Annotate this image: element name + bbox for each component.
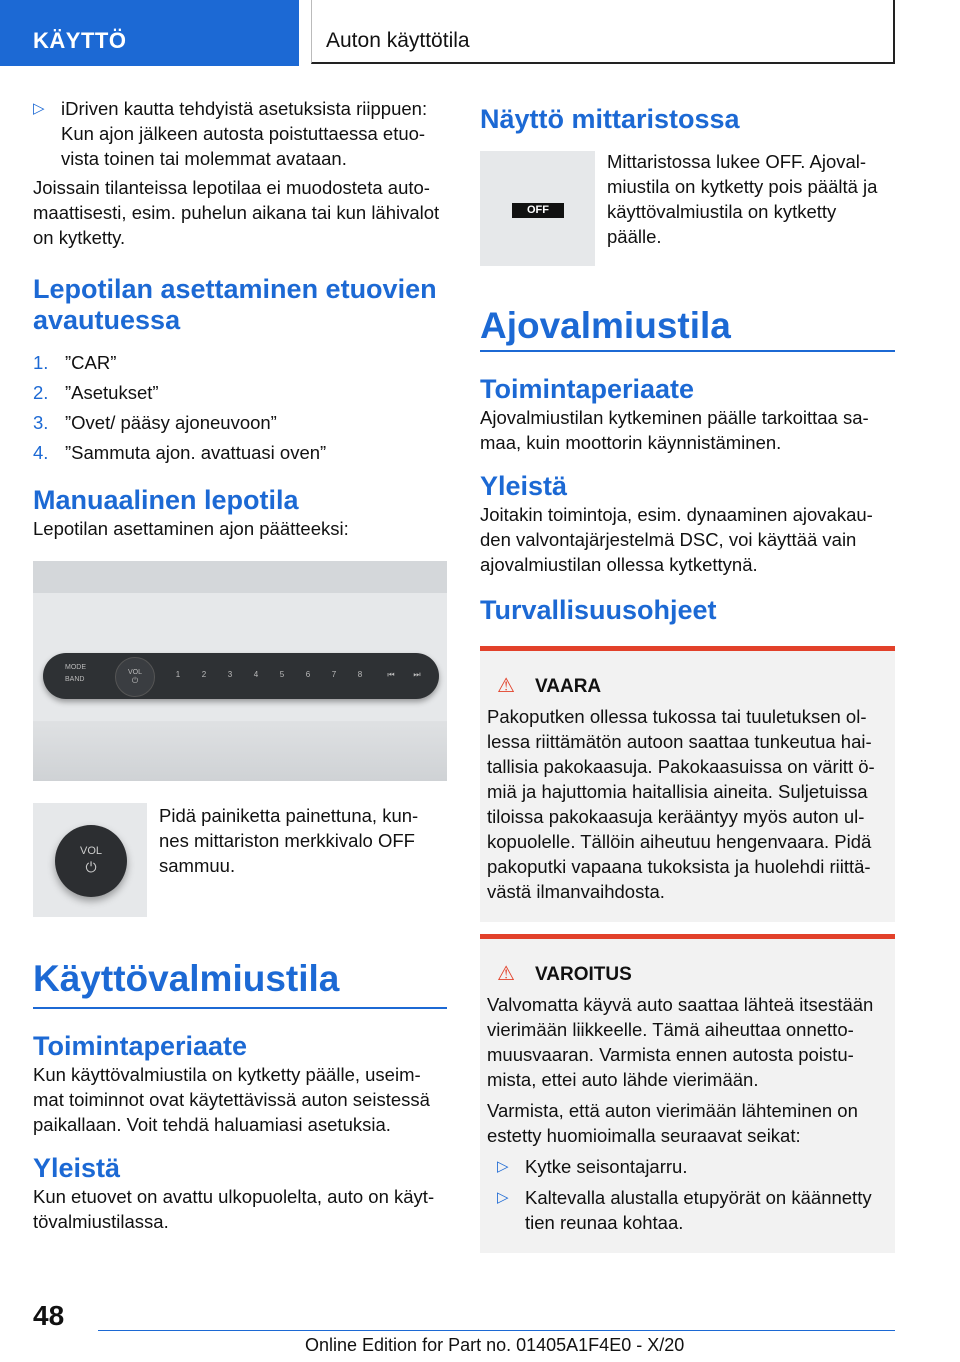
- paragraph: Lepotilan asettaminen ajon päätteeksi:: [33, 518, 349, 539]
- preset-button: 3: [227, 670, 233, 679]
- power-icon: ⏻: [131, 676, 139, 685]
- heading-manual: Manuaalinen lepotila: [33, 485, 299, 515]
- danger-text: Pakoputken ollessa tukossa tai tuuletuksen ol-lessa riittämätön autoon saattaa tunkeutua hai-tallisia pakokaasuja. Pakokaasuissa on väritt ö-miä ja hajuttomia haitallisia aineita. Suljetuissa tiloissa pakokaasuja kerääntyy myös auton ul-kopuolelle. Tällöin aiheutuu hengenvaara. Pidä pakoputki vapaana tukoksista ja huolehdi riittä-västä ilmanvaihdosta.: [487, 706, 875, 902]
- chapter-heading-block: [480, 304, 895, 352]
- display-description: Mittaristossa lukee OFF. Ajoval-miustila on kytketty pois päältä ja käyttövalmiustila on kytketty päälle.: [607, 151, 878, 247]
- warning-box: [480, 934, 895, 1253]
- warning-triangle-icon: ⚠: [497, 963, 515, 985]
- console-surface: [33, 721, 447, 781]
- paragraph: Ajovalmiustilan kytkeminen päälle tarkoittaa sa-maa, kuin moottorin käynnistäminen.: [480, 407, 869, 453]
- display-section: [480, 151, 895, 266]
- heading-turvallisuus: Turvallisuusohjeet: [480, 595, 717, 625]
- edition-text: Online Edition for Part no. 01405A1F4E0 - X/20: [305, 1335, 685, 1355]
- step-number: 3.: [33, 412, 49, 433]
- bullet-item: [497, 1154, 887, 1179]
- radio-panel-photo: [33, 561, 447, 781]
- triangle-bullet-icon: ▷: [497, 1189, 509, 1206]
- preset-button: 2: [201, 670, 207, 679]
- danger-box: [480, 646, 895, 922]
- steps-list: [33, 350, 447, 465]
- triangle-bullet-icon: ▷: [33, 100, 45, 117]
- cluster-display-image: [480, 151, 595, 266]
- paragraph: Kun käyttövalmiustila on kytketty päälle, useim-mat toiminnot ovat käytettävissä auton seistessä paikallaan. Voit tehdä haluamiasi asetuksia.: [33, 1064, 430, 1135]
- left-column: [33, 96, 447, 1234]
- vol-label: VOL: [127, 669, 142, 676]
- bullet-text: Kytke seisontajarru.: [525, 1156, 688, 1177]
- step-number: 2.: [33, 382, 49, 403]
- right-column: [480, 104, 895, 1253]
- vol-knob-photo: [33, 803, 147, 917]
- bullet-text: iDriven kautta tehdyistä asetuksista riippuen: Kun ajon jälkeen autosta poistuttaessa etuo-vista toinen tai molemmat avataan.: [61, 98, 428, 169]
- section-tab[interactable]: KÄYTTÖ: [0, 0, 299, 66]
- step-text: ”Sammuta ajon. avattuasi oven”: [65, 442, 327, 463]
- paragraph: Joissain tilanteissa lepotilaa ei muodosteta auto-maattisesti, esim. puhelun aikana tai kun lähivalot on kytketty.: [33, 177, 440, 248]
- heading-kayttovalmiustila: Käyttövalmiustila: [33, 958, 340, 999]
- chapter-title: Auton käyttötila: [311, 0, 895, 64]
- step-number: 4.: [33, 442, 49, 463]
- chapter-heading-block: [33, 957, 447, 1009]
- volume-knob: [115, 657, 155, 697]
- previous-track-icon: ⏮: [387, 670, 395, 679]
- mode-label: MODE: [65, 664, 86, 671]
- heading-yleista: Yleistä: [33, 1153, 121, 1183]
- heading-naytto: Näyttö mittaristossa: [480, 104, 740, 134]
- heading-toimintaperiaate: Toimintaperiaate: [480, 374, 695, 404]
- list-item: [33, 380, 447, 405]
- preset-button: 7: [331, 670, 337, 679]
- page-header: [0, 0, 960, 66]
- preset-button: 4: [253, 670, 259, 679]
- heading-ajovalmiustila: Ajovalmiustila: [480, 305, 731, 346]
- off-indicator: OFF: [512, 203, 564, 218]
- step-text: ”Asetukset”: [65, 382, 159, 403]
- vol-knob-label: VOL: [79, 845, 102, 857]
- preset-button: 8: [357, 670, 363, 679]
- page-number: 48: [33, 1300, 65, 1331]
- heading-toimintaperiaate: Toimintaperiaate: [33, 1031, 248, 1061]
- dashboard-trim: [33, 561, 447, 593]
- preset-button: 6: [305, 670, 311, 679]
- footer-divider: [98, 1330, 895, 1331]
- warning-triangle-icon: ⚠: [497, 675, 515, 697]
- list-item: [33, 410, 447, 435]
- step-number: 1.: [33, 352, 49, 373]
- list-item: [33, 440, 447, 465]
- knob-instruction: Pidä painiketta painettuna, kun-nes mittariston merkkivalo OFF sammuu.: [159, 805, 419, 876]
- radio-control-panel: [43, 653, 439, 699]
- warning-title: VAROITUS: [535, 964, 632, 985]
- step-text: ”Ovet/ pääsy ajoneuvoon”: [65, 412, 277, 433]
- vol-knob: [55, 825, 127, 897]
- step-text: ”CAR”: [65, 352, 117, 373]
- bullet-text: Kaltevalla alustalla etupyörät on käännetty tien reunaa kohtaa.: [525, 1187, 872, 1233]
- preset-button: 5: [279, 670, 285, 679]
- danger-title: VAARA: [535, 676, 602, 697]
- preset-button: 1: [175, 670, 181, 679]
- knob-section: [33, 803, 447, 917]
- paragraph: Kun etuovet on avattu ulkopuolelta, auto on käyt-tövalmiustilassa.: [33, 1186, 435, 1232]
- heading-lepotila: Lepotilan asettaminen etuovien avautuessa: [33, 274, 437, 335]
- power-icon: ⏻: [85, 859, 97, 875]
- bullet-item: [497, 1185, 887, 1235]
- next-track-icon: ⏭: [413, 670, 421, 679]
- band-label: BAND: [65, 676, 85, 683]
- heading-yleista: Yleistä: [480, 471, 568, 501]
- triangle-bullet-icon: ▷: [497, 1158, 509, 1175]
- warning-text: Varmista, että auton vierimään lähteminen on estetty huomioimalla seuraavat seikat:: [487, 1100, 858, 1146]
- list-item: [33, 350, 447, 375]
- bullet-item: [33, 96, 447, 171]
- paragraph: Joitakin toimintoja, esim. dynaaminen ajovakau-den valvontajärjestelmä DSC, voi käyttää vain ajovalmiustilan ollessa kytkettynä.: [480, 504, 873, 575]
- warning-text: Valvomatta käyvä auto saattaa lähteä itsestään vierimään liikkeelle. Tämä aiheuttaa onnetto-muusvaaran. Varmista ennen autosta poistu-mista, ettei auto lähde vierimään.: [487, 994, 874, 1090]
